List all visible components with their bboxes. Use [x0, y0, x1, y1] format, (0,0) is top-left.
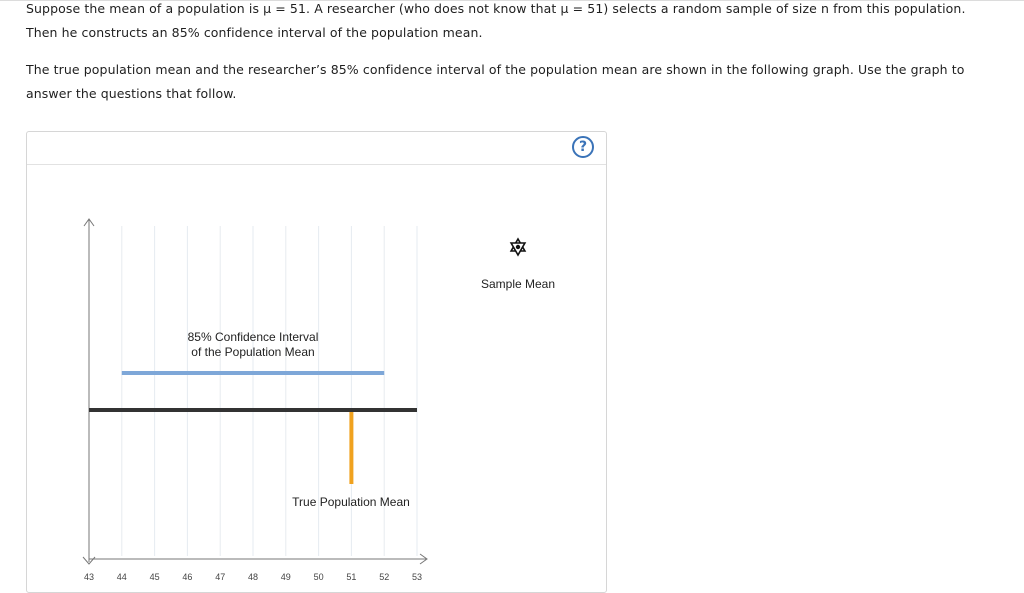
question-line-4: answer the questions that follow.: [26, 86, 237, 101]
ci-label-line-2: of the Population Mean: [191, 345, 315, 359]
x-tick-label: 47: [215, 572, 226, 582]
x-tick-label: 52: [379, 572, 390, 582]
true-mean-label: True Population Mean: [292, 495, 410, 509]
x-tick-label: 45: [149, 572, 160, 582]
x-tick-label: 44: [116, 572, 127, 582]
x-tick-label: 48: [247, 572, 259, 582]
ci-label-line-1: 85% Confidence Interval: [187, 330, 319, 344]
sample-mean-label: Sample Mean: [480, 277, 556, 291]
x-tick-label: 51: [346, 572, 357, 582]
x-tick-label: 53: [411, 572, 423, 582]
x-tick-label: 50: [313, 572, 324, 582]
question-line-3: The true population mean and the researcher’s 85% confidence interval of the population mean are shown in the following graph. Use the graph to: [26, 62, 965, 77]
question-line-1: Suppose the mean of a population is μ = 51. A researcher (who does not know that μ = 51) selects a random sample of size n from this population.: [26, 1, 966, 16]
x-tick-label: 46: [182, 572, 193, 582]
x-tick-label: 49: [280, 572, 291, 582]
x-tick-label: 43: [83, 572, 95, 582]
question-circle-icon: ?: [578, 139, 588, 155]
question-line-2: Then he constructs an 85% confidence interval of the population mean.: [26, 25, 483, 40]
star-of-david-icon[interactable]: [511, 239, 525, 255]
